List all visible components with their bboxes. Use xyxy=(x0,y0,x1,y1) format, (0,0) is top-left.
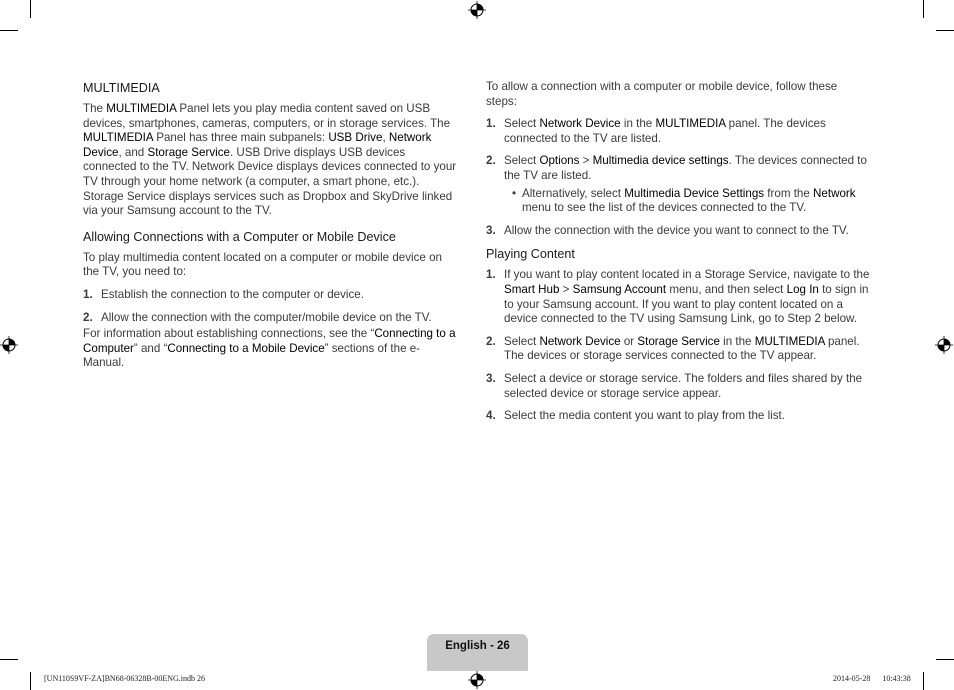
registration-mark-bottom-icon xyxy=(468,671,486,689)
crop-mark-bottom-right-h xyxy=(936,659,954,660)
allowing-outro: For information about establishing connections, see the “Connecting to a Computer” and “Connecting to a Mobile Device” sections of the e-Manual. xyxy=(83,327,456,370)
crop-mark-top-right-h xyxy=(936,30,954,31)
list-item: 3. Allow the connection with the device you want to connect to the TV. xyxy=(486,223,849,237)
playing-content-heading: Playing Content xyxy=(486,247,575,262)
multimedia-heading: MULTIMEDIA xyxy=(83,81,160,95)
allowing-steps-list xyxy=(83,288,458,325)
list-item: 1. If you want to play content located in a Storage Service, navigate to the Smart Hub > Samsung Account menu, and then select Log In to sign in to your Samsung account. If you want to play content located on a device connected to the TV using Samsung Link, go to Step 2 below. xyxy=(486,268,870,326)
crop-mark-bottom-left-v xyxy=(30,672,31,690)
sub-list-item: • Alternatively, select Multimedia Device Settings from the Network menu to see the list of the devices connected to the TV. xyxy=(512,186,856,215)
list-item: 1. Select Network Device in the MULTIMEDIA panel. The devices connected to the TV are listed. xyxy=(486,117,826,145)
list-item: 1. Establish the connection to the computer or device. xyxy=(83,287,364,301)
page-number-tab: English - 26 xyxy=(427,634,528,671)
crop-mark-bottom-right-v xyxy=(923,672,924,690)
crop-mark-top-left-v xyxy=(30,0,31,18)
list-item: 2. Select Network Device or Storage Service in the MULTIMEDIA panel. The devices or storage services connected to the TV appear. xyxy=(486,334,860,363)
crop-mark-top-left-h xyxy=(0,30,18,31)
list-item: 4. Select the media content you want to play from the list. xyxy=(486,409,785,423)
list-item: 2. Allow the connection with the computer/mobile device on the TV. xyxy=(83,310,432,324)
registration-mark-top-icon xyxy=(468,1,486,19)
footer-file-info: [UN110S9VF-ZA]BN68-06328B-00ENG.indb 26 xyxy=(44,674,206,683)
list-item: 3. Select a device or storage service. The folders and files shared by the selected device or storage service appear. xyxy=(486,371,863,400)
crop-mark-top-right-v xyxy=(923,0,924,18)
multimedia-paragraph: The MULTIMEDIA Panel lets you play media content saved on USB devices, smartphones, cameras, computers, or in storage services. The MULTIMEDIA Panel has three main subpanels: USB Drive, Network Device, and Storage Service. USB Drive displays USB devices connected to the TV. Network Device displays devices connected to your TV through your home network (a computer, a smart phone, etc.). Storage Service displays services such as Dropbox and SkyDrive linked via your Samsung account to the TV. xyxy=(83,102,457,218)
list-item: 2. Select Options > Multimedia device settings. The devices connected to the TV are listed. • Alternatively, select Multimedia Device Settings from the Network menu to see the list of the devices connected to the TV. xyxy=(486,154,870,215)
footer-timestamp: 2014-05-28 10:43:38 xyxy=(833,674,911,683)
sub-bullet-list xyxy=(504,187,870,216)
right-column xyxy=(486,80,870,432)
registration-mark-left-icon xyxy=(0,336,18,354)
registration-mark-right-icon xyxy=(935,336,953,354)
allowing-intro: To play multimedia content located on a computer or mobile device on the TV, you need to: xyxy=(83,250,442,279)
connection-steps-list xyxy=(486,117,870,238)
crop-mark-bottom-left-h xyxy=(0,659,18,660)
left-column xyxy=(83,80,458,377)
allowing-connections-heading: Allowing Connections with a Computer or Mobile Device xyxy=(83,229,396,244)
playing-steps-list xyxy=(486,268,870,423)
right-intro: To allow a connection with a computer or mobile device, follow these steps: xyxy=(486,80,838,108)
